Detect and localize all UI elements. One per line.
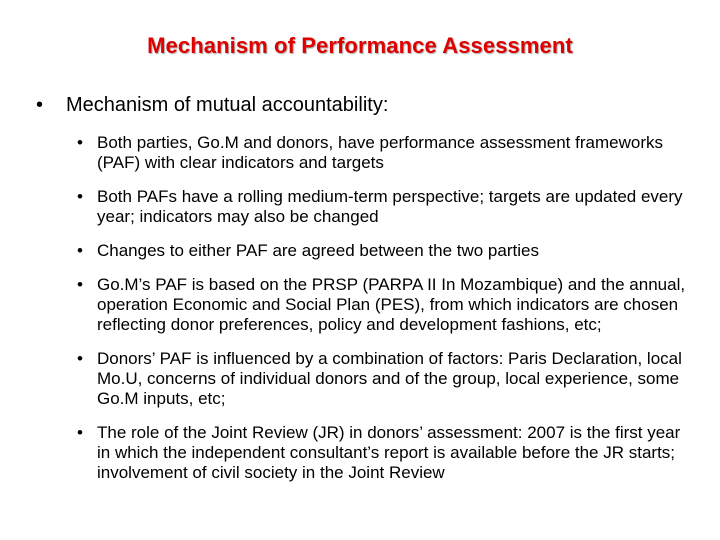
main-bullet-point: [36, 92, 696, 118]
bullet-marker: •: [77, 423, 83, 442]
slide-title: Mechanism of Performance Assessment: [147, 33, 573, 58]
sub-point-changes-agreed: [77, 241, 697, 261]
bullet-marker: •: [77, 133, 83, 152]
sub-point-frameworks: [77, 133, 697, 173]
sub-point-text: The role of the Joint Review (JR) in donors’ assessment: 2007 is the first year in which the independent consultant’s report is available before the JR starts; involvement of civil society in the Joint Review: [97, 423, 681, 482]
main-point-text: Mechanism of mutual accountability:: [66, 94, 389, 116]
bullet-marker: •: [77, 349, 83, 368]
sub-point-donors-paf: [77, 349, 697, 409]
sub-point-joint-review: [77, 423, 697, 483]
bullet-marker: •: [77, 187, 83, 206]
bullet-marker: •: [36, 94, 44, 116]
sub-point-list: [77, 133, 697, 497]
sub-point-text: Both parties, Go.M and donors, have performance assessment frameworks (PAF) with clear indicators and targets: [97, 133, 663, 172]
sub-point-text: Both PAFs have a rolling medium-term perspective; targets are updated every year; indicators may also be changed: [97, 187, 683, 226]
sub-point-text: Donors’ PAF is influenced by a combination of factors: Paris Declaration, local Mo.U, concerns of individual donors and of the group, local experience, some Go.M inputs, etc;: [97, 349, 682, 408]
bullet-marker: •: [77, 241, 83, 260]
sub-point-rolling-perspective: [77, 187, 697, 227]
sub-point-text: Go.M’s PAF is based on the PRSP (PARPA II In Mozambique) and the annual, operation Economic and Social Plan (PES), from which indicators are chosen reflecting donor preferences, policy and development fashions, etc;: [97, 275, 686, 334]
sub-point-gom-paf: [77, 275, 697, 335]
bullet-marker: •: [77, 275, 83, 294]
sub-point-text: Changes to either PAF are agreed between the two parties: [97, 241, 539, 260]
